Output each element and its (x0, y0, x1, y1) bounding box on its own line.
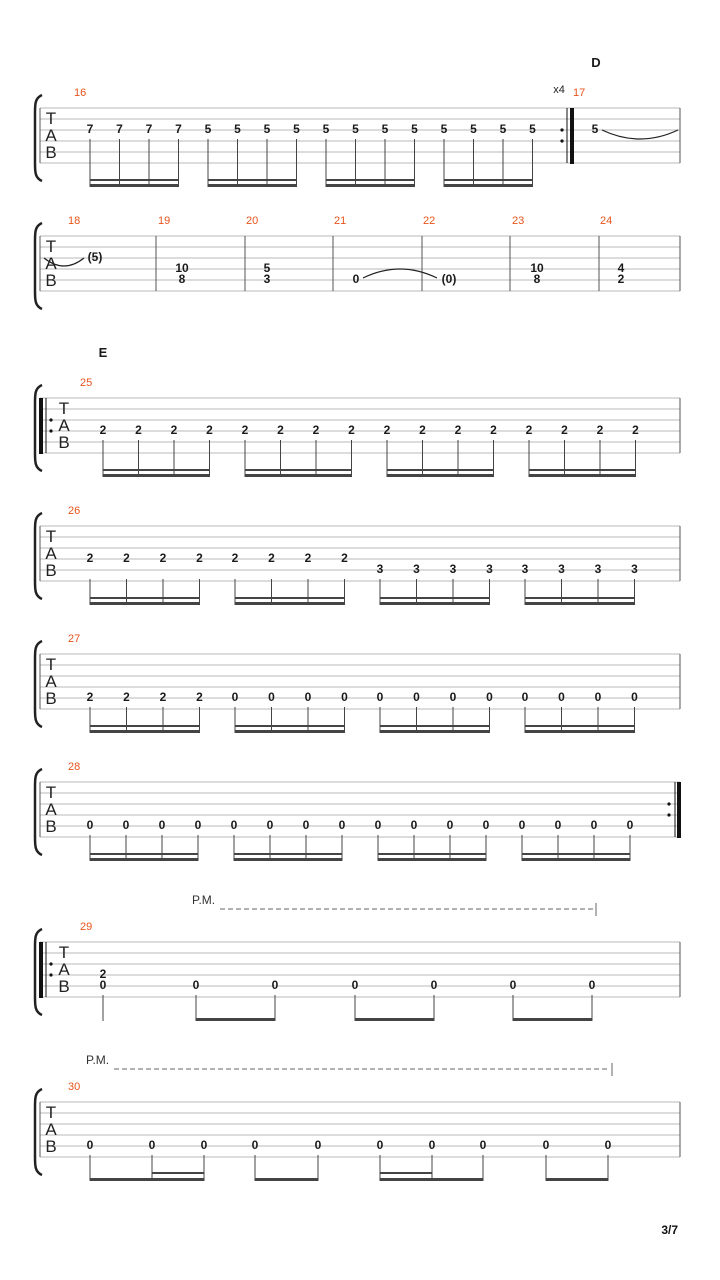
fret-number: 0 (374, 818, 382, 832)
fret-number: 0 (194, 818, 202, 832)
fret-number: 2 (123, 551, 130, 565)
note-beam (355, 1018, 434, 1021)
repeat-dot (49, 962, 52, 965)
tab-clef-letter: B (45, 817, 57, 836)
fret-number: 5 (440, 122, 448, 136)
note-beam (234, 858, 342, 861)
fret-number: 2 (159, 551, 167, 565)
fret-number: 2 (196, 551, 203, 565)
tab-clef-letter: A (45, 544, 57, 563)
fret-number: 2 (99, 423, 107, 437)
fret-number: 2 (490, 423, 497, 437)
fret-number: 5 (352, 122, 359, 136)
tab-staff (35, 769, 680, 855)
repeat-dot (49, 973, 52, 976)
measure-number: 25 (80, 377, 93, 389)
repeat-end-thick-bar (677, 782, 681, 838)
fret-number: 5 (204, 122, 212, 136)
note-beam (103, 469, 210, 471)
page-number: 3/7 (661, 1223, 678, 1237)
note-beam (513, 1018, 592, 1021)
measure-number: 24 (600, 215, 613, 227)
section-marker-e: E (98, 345, 108, 360)
fret-number: 0 (158, 818, 166, 832)
palm-mute-label: P.M. (192, 893, 216, 907)
tab-clef-letter: T (58, 943, 70, 962)
fret-number: 4 (617, 261, 625, 275)
tab-clef-letter: T (45, 1103, 57, 1122)
fret-number: 2 (383, 423, 391, 437)
fret-number: 3 (521, 562, 529, 576)
fret-number: 3 (376, 562, 384, 576)
fret-number: 0 (410, 818, 418, 832)
fret-number: 0 (521, 690, 529, 704)
repeat-start-thick-bar (39, 942, 43, 998)
fret-number: 5 (293, 122, 300, 136)
tab-clef-letter: T (45, 527, 57, 546)
fret-number: (5) (87, 250, 103, 264)
fret-number: 0 (268, 690, 275, 704)
note-beam (235, 725, 345, 727)
fret-number: 2 (170, 423, 178, 437)
fret-number: 0 (122, 818, 130, 832)
fret-number: 0 (148, 1138, 156, 1152)
measure-number: 26 (68, 505, 81, 517)
repeat-dot (560, 128, 563, 131)
repeat-dot (667, 802, 670, 805)
fret-number: 3 (263, 272, 271, 286)
fret-number: 10 (175, 261, 189, 275)
fret-number: 2 (86, 690, 94, 704)
tab-clef-letter: B (45, 143, 57, 162)
measure-number: 19 (158, 215, 171, 227)
fret-number: 5 (322, 122, 330, 136)
fret-number: 0 (428, 1138, 436, 1152)
fret-number: 2 (304, 551, 312, 565)
tab-clef-letter: A (58, 960, 70, 979)
tie-arc (363, 269, 437, 278)
note-beam (380, 730, 490, 733)
fret-number: 0 (604, 1138, 612, 1152)
note-beam (245, 474, 352, 477)
note-beam (525, 725, 635, 727)
note-beam (196, 1018, 275, 1021)
fret-number: 8 (533, 272, 541, 286)
fret-number: 0 (479, 1138, 487, 1152)
tab-clef-letter: T (58, 399, 70, 418)
measure-number: 22 (423, 215, 436, 227)
tab-clef-letter: A (45, 254, 57, 273)
note-beam (90, 858, 198, 861)
fret-number: 0 (626, 818, 634, 832)
fret-number: 5 (499, 122, 507, 136)
note-beam (546, 1178, 608, 1181)
tab-clef-letter: B (45, 561, 57, 580)
fret-number: 2 (99, 967, 107, 981)
fret-number: 0 (558, 690, 565, 704)
fret-number: 2 (196, 690, 203, 704)
fret-number: 0 (231, 690, 239, 704)
note-beam (378, 853, 486, 855)
fret-number: 0 (86, 818, 94, 832)
note-beam (255, 1178, 318, 1181)
fret-number: 0 (352, 272, 360, 286)
fret-number: 3 (413, 562, 420, 576)
tab-staff (35, 641, 680, 727)
tab-clef-letter: B (45, 271, 57, 290)
measure-number: 18 (68, 215, 81, 227)
fret-number: 2 (86, 551, 94, 565)
note-beam (444, 184, 533, 187)
fret-number: 2 (231, 551, 239, 565)
fret-number: 2 (341, 551, 348, 565)
repeat-start-thick-bar (39, 398, 43, 454)
fret-number: 2 (525, 423, 533, 437)
fret-number: 0 (351, 978, 359, 992)
fret-number: 0 (271, 978, 279, 992)
tab-clef-letter: T (45, 109, 57, 128)
note-beam (529, 474, 636, 477)
fret-number: 7 (116, 122, 123, 136)
measure-number: 27 (68, 633, 81, 645)
fret-number: 0 (314, 1138, 322, 1152)
fret-number: 0 (99, 978, 107, 992)
fret-number: 0 (482, 818, 490, 832)
repeat-dot (49, 418, 52, 421)
fret-number: 3 (486, 562, 493, 576)
fret-number: 0 (304, 690, 312, 704)
note-beam (529, 469, 636, 471)
tab-staff (35, 95, 680, 181)
fret-number: 2 (596, 423, 604, 437)
measure-number: 17 (573, 87, 586, 99)
tab-staff (35, 929, 680, 1015)
fret-number: 0 (86, 1138, 94, 1152)
repeat-dot (49, 429, 52, 432)
fret-number: 0 (302, 818, 310, 832)
fret-number: 5 (470, 122, 477, 136)
fret-number: 0 (338, 818, 346, 832)
fret-number: 0 (376, 690, 384, 704)
tab-clef-letter: A (45, 672, 57, 691)
fret-number: 2 (123, 690, 130, 704)
note-beam (103, 474, 210, 477)
measure-number: 30 (68, 1081, 81, 1093)
tab-clef-letter: B (58, 433, 70, 452)
fret-number: 5 (529, 122, 536, 136)
note-beam (90, 179, 179, 181)
fret-number: 0 (486, 690, 493, 704)
fret-number: 2 (419, 423, 426, 437)
fret-number: 2 (159, 690, 167, 704)
tab-clef-letter: A (45, 126, 57, 145)
fret-number: 2 (312, 423, 320, 437)
fret-number: 2 (348, 423, 355, 437)
repeat-end-thick-bar (570, 108, 574, 164)
fret-number: 5 (263, 122, 271, 136)
section-marker-d: D (591, 55, 601, 70)
note-beam (234, 853, 342, 855)
note-beam (380, 602, 490, 605)
fret-number: 7 (86, 122, 94, 136)
measure-number: 20 (246, 215, 259, 227)
fret-number: 0 (413, 690, 420, 704)
note-beam (90, 1178, 204, 1181)
fret-number: 5 (411, 122, 418, 136)
note-beam (235, 730, 345, 733)
fret-number: 0 (594, 690, 602, 704)
fret-number: 0 (251, 1138, 259, 1152)
note-beam (90, 597, 200, 599)
fret-number: 2 (561, 423, 568, 437)
fret-number: 3 (558, 562, 565, 576)
note-beam (380, 1178, 483, 1181)
repeat-count: x4 (553, 84, 565, 96)
tab-clef-letter: B (58, 977, 70, 996)
note-beam (326, 184, 415, 187)
fret-number: 2 (206, 423, 213, 437)
note-beam (90, 725, 200, 727)
note-beam (380, 725, 490, 727)
tab-staff (35, 223, 680, 309)
fret-number: 3 (594, 562, 602, 576)
tab-clef-letter: B (45, 689, 57, 708)
fret-number: 0 (446, 818, 454, 832)
tab-clef-letter: B (45, 1137, 57, 1156)
note-beam (522, 858, 630, 861)
note-beam (90, 853, 198, 855)
note-beam (235, 597, 345, 599)
fret-number: 5 (591, 122, 599, 136)
note-beam (90, 730, 200, 733)
fret-number: 5 (263, 261, 271, 275)
measure-number: 21 (334, 215, 347, 227)
fret-number: 2 (268, 551, 275, 565)
note-beam (444, 179, 533, 181)
note-beam (326, 179, 415, 181)
fret-number: 8 (178, 272, 186, 286)
note-beam (380, 1172, 432, 1174)
tab-clef-letter: T (45, 783, 57, 802)
fret-number: 7 (145, 122, 153, 136)
tab-staff (35, 513, 680, 599)
fret-number: 2 (135, 423, 142, 437)
fret-number: 5 (234, 122, 241, 136)
note-beam (152, 1172, 204, 1174)
tab-clef-letter: T (45, 237, 57, 256)
fret-number: 3 (631, 562, 638, 576)
note-beam (235, 602, 345, 605)
fret-number: 0 (518, 818, 526, 832)
palm-mute-label: P.M. (86, 1053, 110, 1067)
note-beam (522, 853, 630, 855)
fret-number: 0 (449, 690, 457, 704)
fret-number: 2 (277, 423, 284, 437)
fret-number: 0 (376, 1138, 384, 1152)
tab-clef-letter: A (58, 416, 70, 435)
fret-number: 0 (430, 978, 438, 992)
fret-number: 0 (192, 978, 200, 992)
note-beam (90, 184, 179, 187)
note-beam (378, 858, 486, 861)
fret-number: 0 (341, 690, 348, 704)
measure-number: 23 (512, 215, 525, 227)
note-beam (245, 469, 352, 471)
note-beam (90, 602, 200, 605)
note-beam (387, 469, 494, 471)
note-beam (525, 602, 635, 605)
fret-number: 0 (266, 818, 274, 832)
fret-number: 0 (631, 690, 638, 704)
fret-number: 7 (175, 122, 182, 136)
tie-arc (602, 130, 678, 139)
note-beam (525, 597, 635, 599)
measure-number: 28 (68, 761, 81, 773)
note-beam (208, 184, 297, 187)
fret-number: 2 (617, 272, 625, 286)
fret-number: 0 (554, 818, 562, 832)
fret-number: (0) (441, 272, 457, 286)
tab-staff (35, 1089, 680, 1175)
fret-number: 2 (632, 423, 639, 437)
measure-number: 29 (80, 921, 93, 933)
fret-number: 5 (381, 122, 389, 136)
note-beam (525, 730, 635, 733)
measure-number: 16 (74, 87, 87, 99)
fret-number: 2 (241, 423, 249, 437)
repeat-dot (667, 813, 670, 816)
fret-number: 2 (454, 423, 462, 437)
fret-number: 0 (200, 1138, 208, 1152)
fret-number: 10 (530, 261, 544, 275)
tab-clef-letter: A (45, 800, 57, 819)
tab-clef-letter: A (45, 1120, 57, 1139)
note-beam (387, 474, 494, 477)
fret-number: 0 (588, 978, 596, 992)
tab-clef-letter: T (45, 655, 57, 674)
fret-number: 0 (509, 978, 517, 992)
fret-number: 0 (542, 1138, 550, 1152)
fret-number: 0 (230, 818, 238, 832)
note-beam (380, 597, 490, 599)
tab-staff (35, 385, 680, 471)
fret-number: 0 (590, 818, 598, 832)
repeat-dot (560, 139, 563, 142)
note-beam (208, 179, 297, 181)
fret-number: 3 (449, 562, 457, 576)
